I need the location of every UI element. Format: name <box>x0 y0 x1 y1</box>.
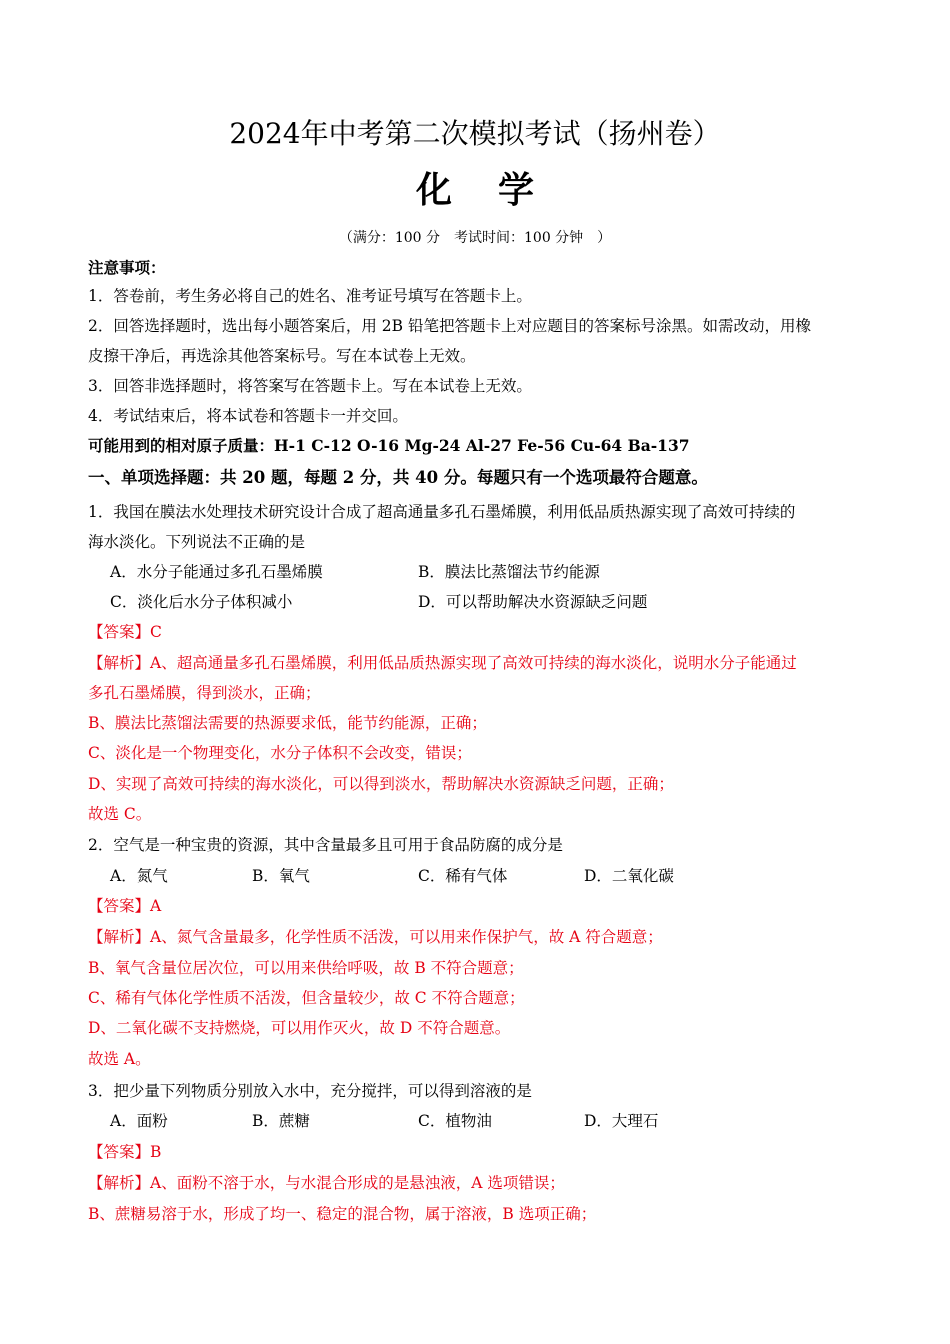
q1-explanation: D、实现了高效可持续的海水淡化，可以得到淡水，帮助解决水资源缺乏问题，正确； <box>88 775 674 793</box>
q2-explanation: 【解析】A、氮气含量最多，化学性质不活泼，可以用来作保护气，故 A 符合题意； <box>88 928 663 946</box>
q1-option-b: B．膜法比蒸馏法节约能源 <box>418 563 600 581</box>
q2-option-d: D．二氧化碳 <box>584 867 674 885</box>
q3-option-a: A．面粉 <box>110 1112 168 1130</box>
q2-option-a: A．氮气 <box>110 867 168 885</box>
q3-answer: 【答案】B <box>88 1143 162 1161</box>
q2-explanation: B、氧气含量位居次位，可以用来供给呼吸，故 B 不符合题意； <box>88 959 524 977</box>
q3-option-d: D．大理石 <box>584 1112 659 1130</box>
q1-option-a: A．水分子能通过多孔石墨烯膜 <box>110 563 323 581</box>
q2-explanation: D、二氧化碳不支持燃烧，可以用作灭火，故 D 不符合题意。 <box>88 1019 511 1037</box>
q1-explanation: 故选 C。 <box>88 805 152 823</box>
q1-option-c: C．淡化后水分子体积减小 <box>110 593 293 611</box>
note-item: 3．回答非选择题时，将答案写在答题卡上。写在本试卷上无效。 <box>88 377 532 395</box>
q2-answer: 【答案】A <box>88 897 162 915</box>
q1-explanation: 多孔石墨烯膜，得到淡水，正确； <box>88 684 321 702</box>
note-item: 2．回答选择题时，选出每小题答案后，用 2B 铅笔把答题卡上对应题目的答案标号涂黑。如需改动，用橡 <box>88 317 811 335</box>
notes-heading: 注意事项： <box>88 258 166 277</box>
subject-title: 化学 <box>415 169 580 211</box>
atomic-mass-line: 可能用到的相对原子质量：H-1 C-12 O-16 Mg-24 Al-27 Fe-56 Cu-64 Ba-137 <box>88 436 690 455</box>
q2-option-c: C．稀有气体 <box>418 867 508 885</box>
q1-option-d: D．可以帮助解决水资源缺乏问题 <box>418 593 648 611</box>
q1-stem: 1．我国在膜法水处理技术研究设计合成了超高通量多孔石墨烯膜，利用低品质热源实现了高效可持续的 <box>88 503 796 521</box>
q3-option-c: C．植物油 <box>418 1112 492 1130</box>
q3-explanation: B、蔗糖易溶于水，形成了均一、稳定的混合物，属于溶液，B 选项正确； <box>88 1205 597 1223</box>
q3-explanation: 【解析】A、面粉不溶于水，与水混合形成的是悬浊液，A 选项错误； <box>88 1174 565 1192</box>
note-item: 皮擦干净后，再选涂其他答案标号。写在本试卷上无效。 <box>88 347 476 365</box>
q2-explanation: C、稀有气体化学性质不活泼，但含量较少，故 C 不符合题意； <box>88 989 525 1007</box>
section-heading: 一、单项选择题：共 20 题，每题 2 分，共 40 分。每题只有一个选项最符合题意。 <box>88 468 708 487</box>
q1-stem-cont: 海水淡化。下列说法不正确的是 <box>88 533 306 551</box>
exam-title: 2024年中考第二次模拟考试（扬州卷） <box>229 117 721 150</box>
q3-stem: 3．把少量下列物质分别放入水中，充分搅拌，可以得到溶液的是 <box>88 1082 532 1100</box>
q1-explanation: B、膜法比蒸馏法需要的热源要求低，能节约能源，正确； <box>88 714 487 732</box>
note-item: 4．考试结束后，将本试卷和答题卡一并交回。 <box>88 407 408 425</box>
note-item: 1．答卷前，考生务必将自己的姓名、准考证号填写在答题卡上。 <box>88 287 532 305</box>
q3-option-b: B．蔗糖 <box>252 1112 310 1130</box>
q2-stem: 2．空气是一种宝贵的资源，其中含量最多且可用于食品防腐的成分是 <box>88 836 563 854</box>
q1-explanation: C、淡化是一个物理变化，水分子体积不会改变，错误； <box>88 744 472 762</box>
q2-option-b: B．氧气 <box>252 867 310 885</box>
q1-explanation: 【解析】A、超高通量多孔石墨烯膜，利用低品质热源实现了高效可持续的海水淡化，说明水分子能通过 <box>88 654 797 672</box>
q1-answer: 【答案】C <box>88 623 162 641</box>
q2-explanation: 故选 A。 <box>88 1050 151 1068</box>
exam-meta: （满分：100 分 考试时间：100 分钟 ） <box>338 230 612 246</box>
